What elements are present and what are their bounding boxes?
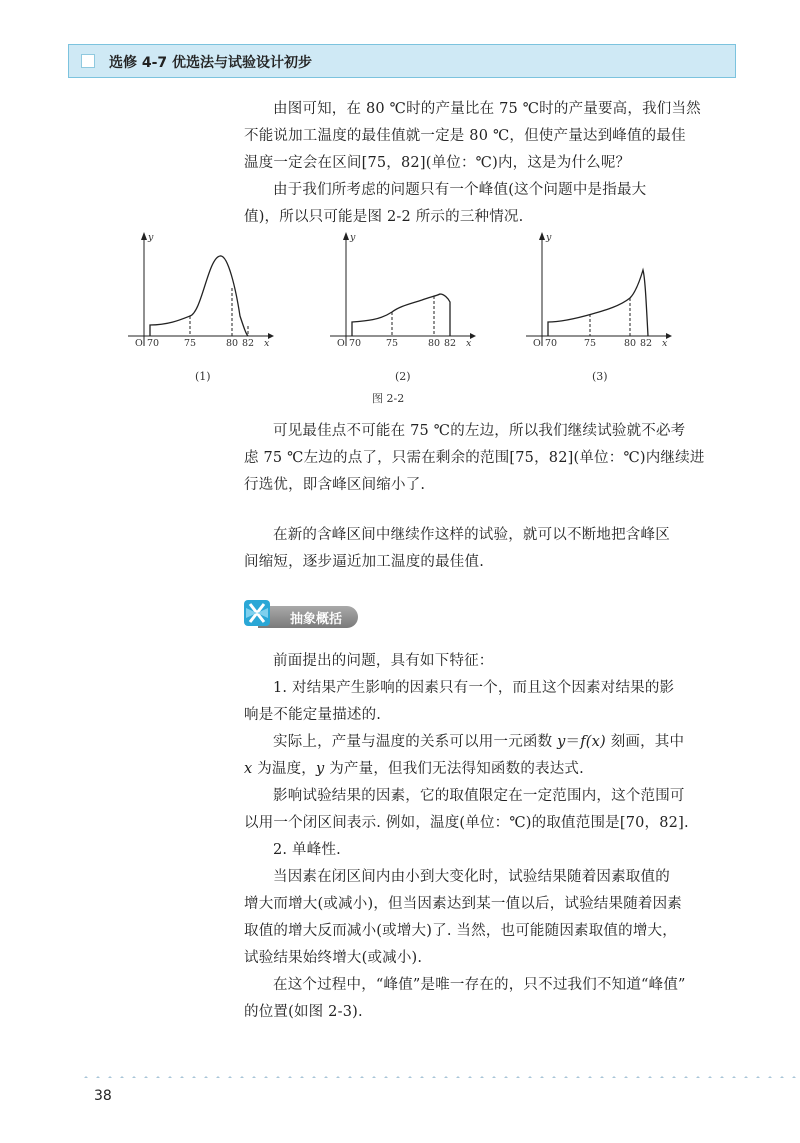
text-line: 的位置(如图 2-3). xyxy=(244,1004,363,1020)
text-fragment: 刻画，其中 xyxy=(605,734,685,750)
math-x: x xyxy=(244,761,253,777)
y-axis-label: y xyxy=(148,232,154,243)
conclusion-paragraph-1 xyxy=(244,418,716,499)
text-line xyxy=(244,756,716,783)
text-line: 不能说加工温度的最佳值就一定是 80 ℃，但使产量达到峰值的最佳 xyxy=(244,128,686,144)
text-line: 由图可知，在 80 ℃时的产量比在 75 ℃时的产量要高，我们当然 xyxy=(273,101,701,117)
x-axis-label: x xyxy=(264,338,270,349)
text-line: 取值的增大反而减小(或增大)了. 当然，也可能随因素取值的增大， xyxy=(244,923,677,939)
tick-80: 80 xyxy=(226,338,239,349)
text-fragment: 为产量，但我们无法得知函数的表达式. xyxy=(324,761,584,777)
math-y: y xyxy=(316,761,325,777)
origin-label: O xyxy=(337,338,345,349)
tick-70: 70 xyxy=(147,338,160,349)
origin-label: O xyxy=(533,338,541,349)
chapter-title: 选修 4-7 优选法与试验设计初步 xyxy=(109,55,313,71)
text-line: 以用一个闭区间表示. 例如，温度(单位：℃)的取值范围是[70，82]. xyxy=(244,815,689,831)
tick-75: 75 xyxy=(184,338,197,349)
intro-paragraph xyxy=(244,96,716,231)
tick-70: 70 xyxy=(545,338,558,349)
curve xyxy=(150,256,248,336)
page-number: 38 xyxy=(94,1088,112,1104)
y-axis-arrow xyxy=(539,232,545,240)
tick-80: 80 xyxy=(624,338,637,349)
header-square-icon xyxy=(81,54,95,68)
footer-divider xyxy=(80,1076,800,1078)
graph-1-label: (1) xyxy=(195,370,211,383)
math-equals: ＝ xyxy=(565,734,581,750)
x-axis-label: x xyxy=(466,338,472,349)
tick-82: 82 xyxy=(444,338,457,349)
graph-2 xyxy=(330,228,480,350)
text-line: 间缩短，逐步逼近加工温度的最佳值. xyxy=(244,554,485,570)
text-line: 由于我们所考虑的问题只有一个峰值(这个问题中是指最大 xyxy=(273,182,647,198)
math-arg: (x) xyxy=(585,734,606,750)
text-line: 值)，所以只可能是图 2-2 所示的三种情况. xyxy=(244,209,524,225)
y-axis-arrow xyxy=(343,232,349,240)
tick-80: 80 xyxy=(428,338,441,349)
text-line: 影响试验结果的因素，它的取值限定在一定范围内，这个范围可 xyxy=(273,788,685,804)
ribbon-icon xyxy=(240,596,280,636)
text-line: 响是不能定量描述的. xyxy=(244,707,382,723)
tick-75: 75 xyxy=(584,338,597,349)
text-line: 可见最佳点不可能在 75 ℃的左边，所以我们继续试验就不必考 xyxy=(273,423,686,439)
tick-75: 75 xyxy=(386,338,399,349)
summary-badge xyxy=(240,596,360,636)
text-line: 在这个过程中，“峰值”是唯一存在的，只不过我们不知道“峰值” xyxy=(273,977,686,993)
summary-badge-label: 抽象概括 xyxy=(290,612,343,627)
origin-label: O xyxy=(135,338,143,349)
text-line: 在新的含峰区间中继续作这样的试验，就可以不断地把含峰区 xyxy=(273,527,670,543)
text-line: 增大而增大(或减小)，但当因素达到某一值以后，试验结果随着因素 xyxy=(244,896,683,912)
text-line: 2. 单峰性. xyxy=(273,842,341,858)
math-f: f xyxy=(580,734,586,750)
chapter-header xyxy=(68,44,736,78)
figure-caption: 图 2-2 xyxy=(372,392,405,405)
y-axis-label: y xyxy=(546,232,552,243)
text-line xyxy=(244,729,716,756)
text-line: 温度一定会在区间[75，82](单位：℃)内，这是为什么呢？ xyxy=(244,155,631,171)
features-paragraph xyxy=(244,648,716,1026)
graph-3 xyxy=(526,228,676,350)
text-line: 行选优，即含峰区间缩小了. xyxy=(244,477,426,493)
text-fragment: 实际上，产量与温度的关系可以用一元函数 xyxy=(273,734,558,750)
curve xyxy=(352,294,450,336)
y-axis-arrow xyxy=(141,232,147,240)
y-axis-label: y xyxy=(350,232,356,243)
text-line: 当因素在闭区间内由小到大变化时，试验结果随着因素取值的 xyxy=(273,869,670,885)
text-line: 1. 对结果产生影响的因素只有一个，而且这个因素对结果的影 xyxy=(273,680,675,696)
tick-82: 82 xyxy=(640,338,653,349)
text-fragment: 为温度， xyxy=(252,761,316,777)
graph-3-label: (3) xyxy=(592,370,608,383)
math-y: y xyxy=(557,734,566,750)
tick-70: 70 xyxy=(349,338,362,349)
conclusion-paragraph-2 xyxy=(244,522,716,576)
graph-1 xyxy=(128,228,278,350)
text-line: 虑 75 ℃左边的点了，只需在剩余的范围[75，82](单位：℃)内继续进 xyxy=(244,450,705,466)
tick-82: 82 xyxy=(242,338,255,349)
graph-2-label: (2) xyxy=(395,370,411,383)
x-axis-label: x xyxy=(662,338,668,349)
curve xyxy=(548,270,648,336)
text-line: 前面提出的问题，具有如下特征： xyxy=(273,653,494,669)
text-line: 试验结果始终增大(或减小). xyxy=(244,950,423,966)
